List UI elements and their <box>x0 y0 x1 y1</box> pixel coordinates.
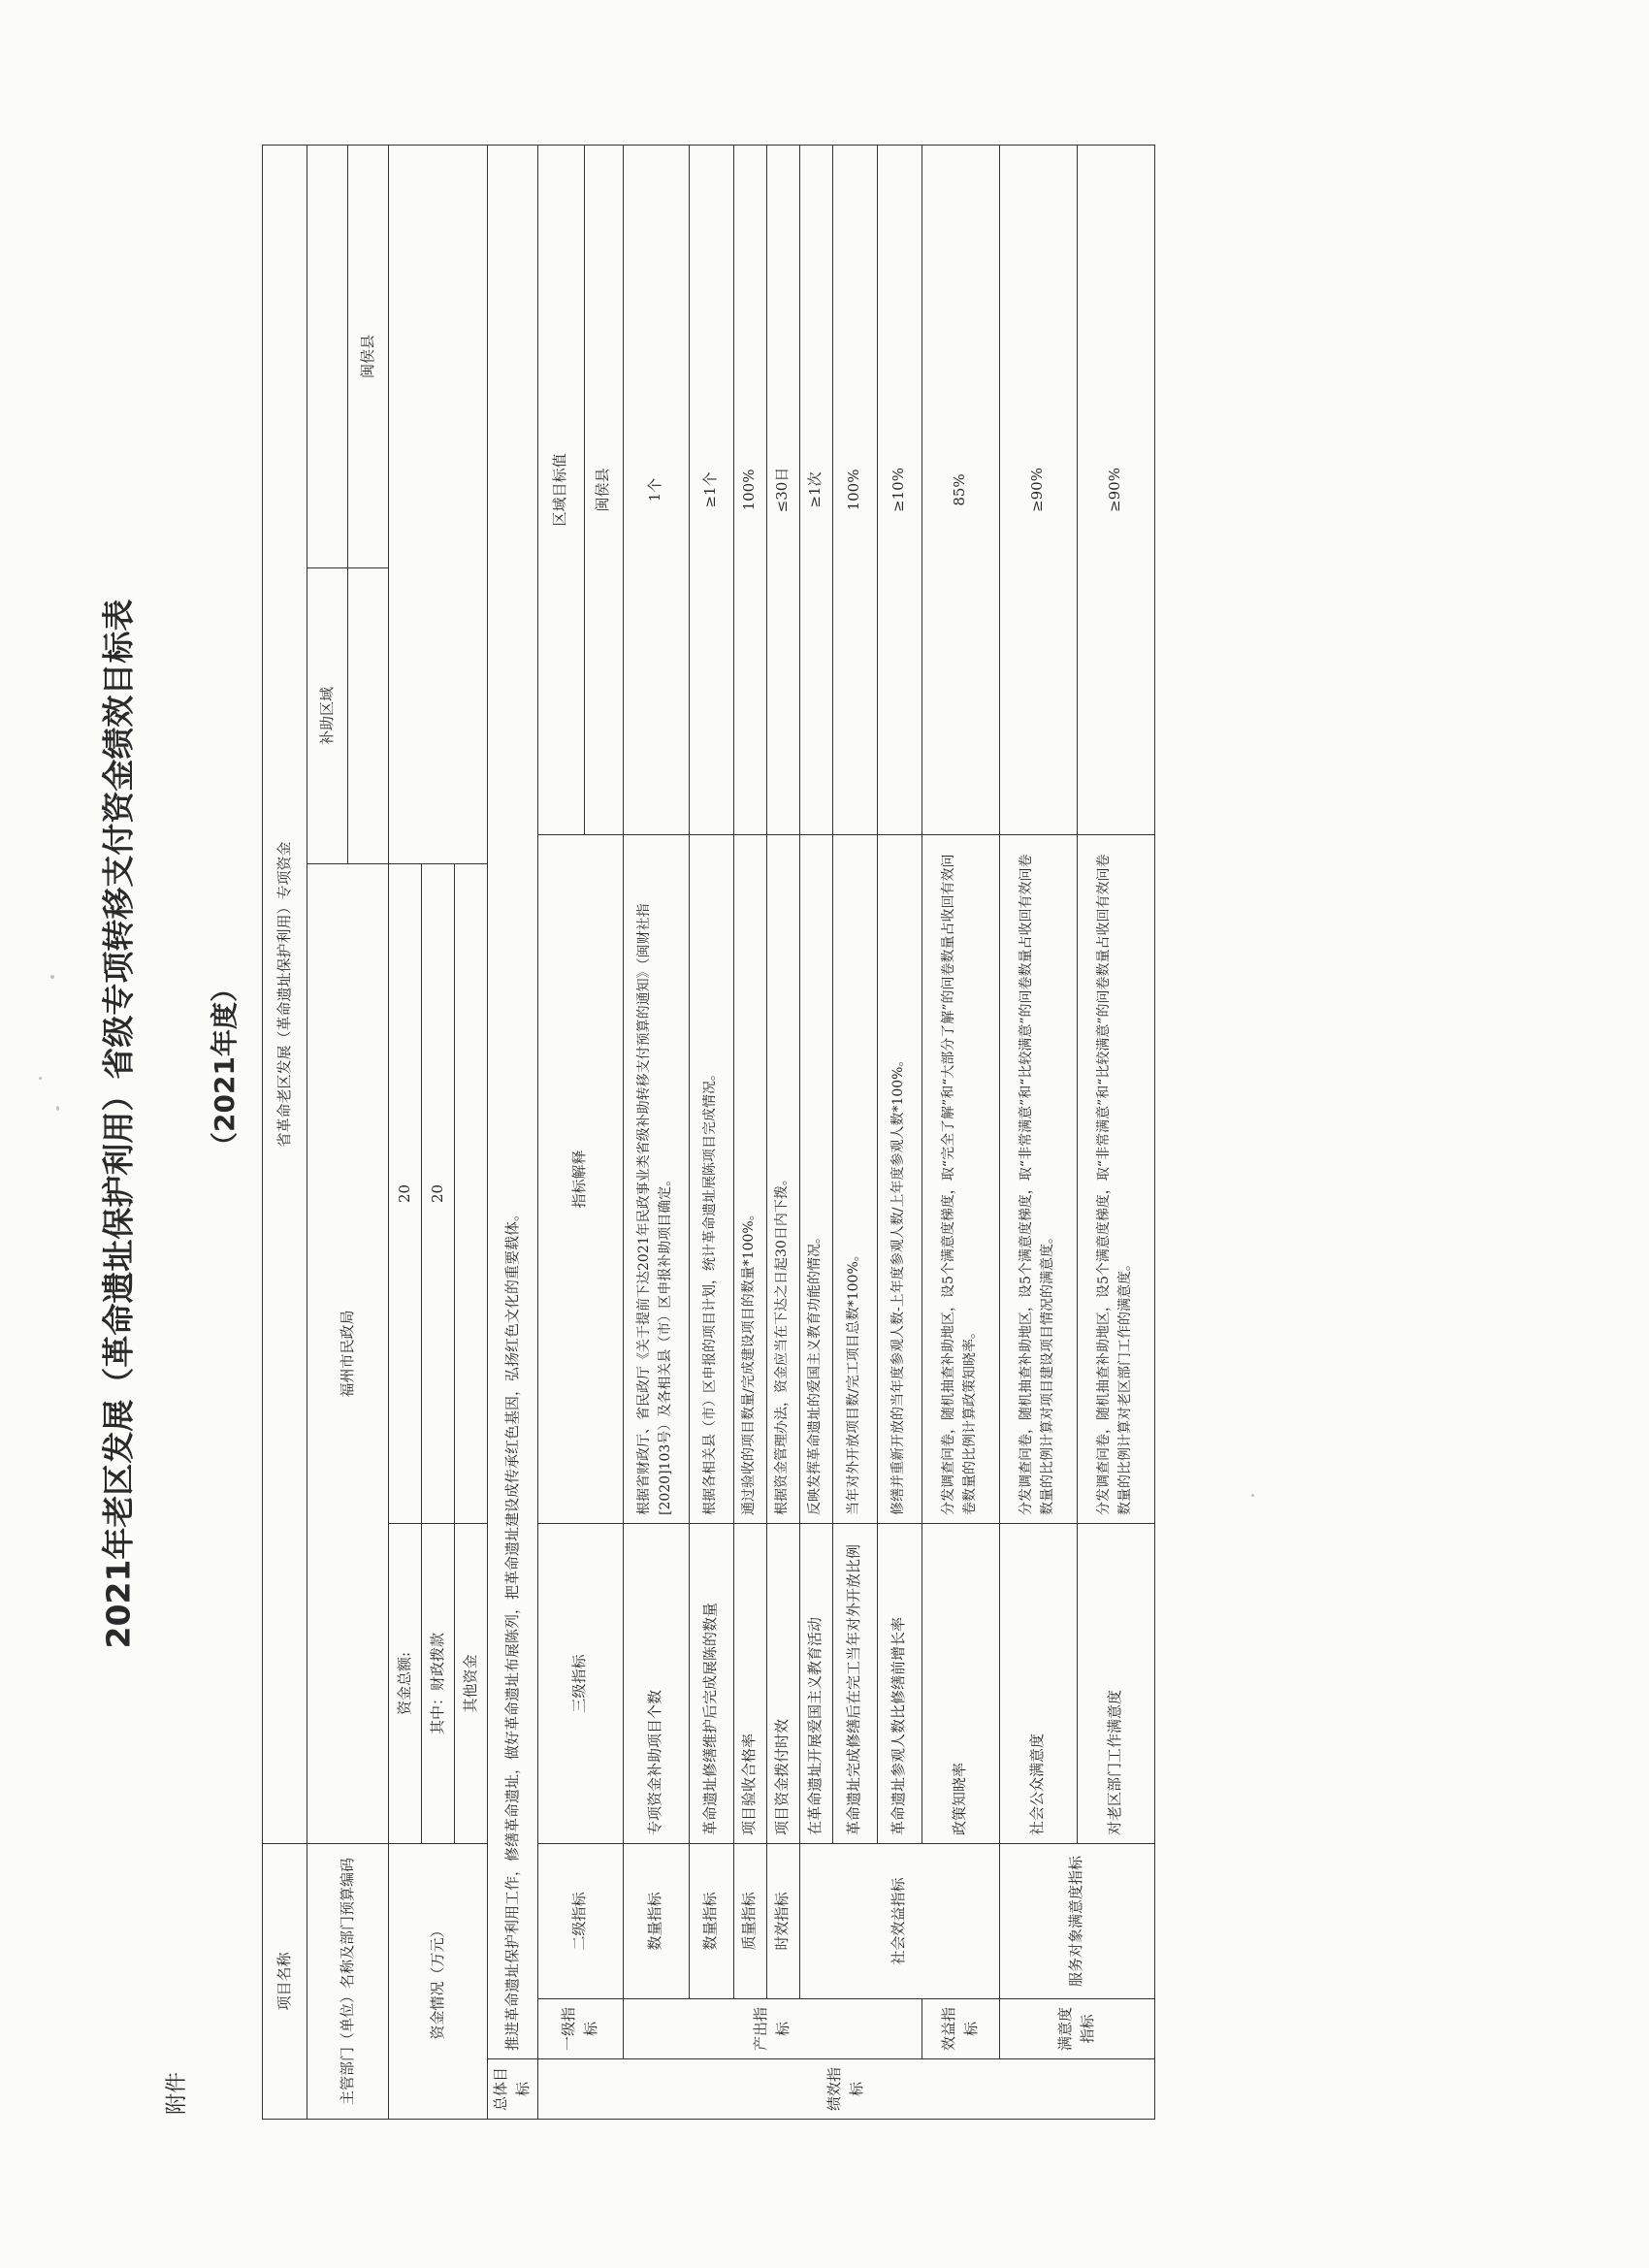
level2-cell: 数量指标 <box>689 1844 733 1999</box>
level1-benefit: 效益指标 <box>922 1999 999 2059</box>
header-level2: 二级指标 <box>537 1844 623 1999</box>
explain-cell: 根据各相关县（市）区申报的项目计划，统计革命遗址展陈项目完成情况。 <box>689 835 733 1524</box>
region-label: 补助区域 <box>307 568 348 864</box>
level2-cell: 时效指标 <box>766 1844 799 1999</box>
indicator-header-row <box>537 145 584 2119</box>
overall-goal-label: 总体目标 <box>488 2059 538 2120</box>
project-name-label: 项目名称 <box>263 1844 307 2120</box>
funds-fiscal-value: 20 <box>422 864 455 1524</box>
project-name-value: 省革命老区发展（革命遗址保护利用）专项资金 <box>263 145 307 1843</box>
explain-cell: 根据省财政厅、省民政厅《关于提前下达2021年民政事业类省级补助转移支付预算的通知》（闽财社指[2020]103号）及各相关县（市）区申报补助项目确定。 <box>623 835 689 1524</box>
indicator-row <box>623 145 689 2119</box>
level3-cell: 社会公众满意度 <box>999 1524 1077 1844</box>
level3-cell: 专项资金补助项目个数 <box>623 1524 689 1844</box>
performance-indicator-group: 绩效指标 <box>537 2059 1154 2120</box>
level1-satisfaction: 满意度指标 <box>999 1999 1154 2059</box>
header-level1: 一级指标 <box>537 1999 623 2059</box>
target-value-cell: 100% <box>733 145 766 834</box>
department-label: 主管部门（单位）名称及部门预算编码 <box>307 1844 389 2120</box>
blank-cell <box>348 568 389 864</box>
performance-table <box>262 145 1155 2120</box>
level3-cell: 革命遗址参观人数比修缮前增长率 <box>877 1524 922 1844</box>
department-value: 福州市民政局 <box>307 864 389 1844</box>
explain-cell: 分发调查问卷，随机抽查补助地区，设5个满意度梯度，取“非常满意”和“比较满意”的问卷数量占收回有效问卷数量的比例计算对老区部门工作的满意度。 <box>1077 835 1154 1524</box>
indicator-row <box>689 145 733 2119</box>
funds-total-label: 资金总额: <box>389 1524 422 1844</box>
overall-goal-text: 推进革命遗址保护利用工作，修缮革命遗址，做好革命遗址布展陈列，把革命遗址建设成传承红色基因，弘扬红色文化的重要载体。 <box>488 145 538 2058</box>
scan-speck <box>50 975 54 979</box>
explain-cell: 根据资金管理办法，资金应当在下达之日起30日内下拨。 <box>766 835 799 1524</box>
target-value-cell: 100% <box>832 145 877 834</box>
header-region-target: 区域目标值 <box>537 145 584 834</box>
header-level3: 三级指标 <box>537 1524 623 1844</box>
indicator-row <box>832 145 877 2119</box>
level3-cell: 政策知晓率 <box>922 1524 999 1844</box>
level3-cell: 革命遗址完成修缮后在完工当年对外开放比例 <box>832 1524 877 1844</box>
indicator-row <box>1077 145 1154 2119</box>
explain-cell: 分发调查问卷，随机抽查补助地区，设5个满意度梯度，取“非常满意”和“比较满意”的问卷数量占收回有效问卷数量的比例计算对项目建设项目情况的满意度。 <box>999 835 1077 1524</box>
indicator-row <box>799 145 832 2119</box>
performance-table-container <box>262 146 1329 2120</box>
level2-cell: 社会效益指标 <box>799 1844 999 1999</box>
scan-speck <box>56 1106 59 1111</box>
funds-other-label: 其他资金 <box>455 1524 488 1844</box>
target-value-cell: ≥10% <box>877 145 922 834</box>
level3-cell: 项目资金拨付时效 <box>766 1524 799 1844</box>
target-value-cell: ≤30日 <box>766 145 799 834</box>
funds-total-row <box>389 145 422 2119</box>
funds-label: 资金情况（万元） <box>389 1844 488 2120</box>
indicator-row <box>999 145 1077 2119</box>
indicator-row <box>877 145 922 2119</box>
attachment-label: 附件 <box>165 2071 189 2115</box>
explain-cell: 分发调查问卷，随机抽查补助地区，设5个满意度梯度，取“完全了解”和“大部分了解”的问卷数量占收回有效问卷数量的比例计算政策知晓率。 <box>922 835 999 1524</box>
level2-cell: 质量指标 <box>733 1844 766 1999</box>
header-explain: 指标解释 <box>537 835 623 1524</box>
project-name-row <box>263 145 307 2119</box>
funds-fiscal-label: 其中：财政拨款 <box>422 1524 455 1844</box>
target-value-cell: 85% <box>922 145 999 834</box>
header-region-name: 闽侯县 <box>584 145 623 834</box>
target-value-cell: ≥1次 <box>799 145 832 834</box>
level3-cell: 革命遗址修缮维护后完成展陈的数量 <box>689 1524 733 1844</box>
scan-speck <box>39 1077 42 1080</box>
level3-cell: 对老区部门工作满意度 <box>1077 1524 1154 1844</box>
overall-goal-row <box>488 145 538 2119</box>
indicator-row <box>766 145 799 2119</box>
target-value-cell: ≥90% <box>1077 145 1154 834</box>
funds-other-value <box>455 864 488 1524</box>
department-row <box>307 145 348 2119</box>
level2-cell: 服务对象满意度指标 <box>999 1844 1154 1999</box>
target-value-cell: ≥90% <box>999 145 1077 834</box>
indicator-row <box>922 145 999 2119</box>
explain-cell: 通过验收的项目数量/完成建设项目的数量*100%。 <box>733 835 766 1524</box>
funds-total-value: 20 <box>389 864 422 1524</box>
level3-cell: 在革命遗址开展爱国主义教育活动 <box>799 1524 832 1844</box>
level2-cell: 数量指标 <box>623 1844 689 1999</box>
level1-output: 产出指标 <box>623 1999 922 2059</box>
explain-cell: 反映发挥革命遗址的爱国主义教育功能的情况。 <box>799 835 832 1524</box>
level3-cell: 项目验收合格率 <box>733 1524 766 1844</box>
document-title: 2021年老区发展（革命遗址保护利用）省级专项转移支付资金绩效目标表 <box>99 599 138 1649</box>
region-value: 闽侯县 <box>348 145 389 567</box>
target-value-cell: 1个 <box>623 145 689 834</box>
explain-cell: 修缮并重新开放的当年度参观人数-上年度参观人数/上年度参观人数*100%。 <box>877 835 922 1524</box>
funds-blank <box>389 145 488 863</box>
region-value-header <box>307 145 348 567</box>
target-value-cell: ≥1个 <box>689 145 733 834</box>
explain-cell: 当年对外开放项目数/完工项目总数*100%。 <box>832 835 877 1524</box>
indicator-row <box>733 145 766 2119</box>
document-year: （2021年度） <box>209 975 241 1159</box>
